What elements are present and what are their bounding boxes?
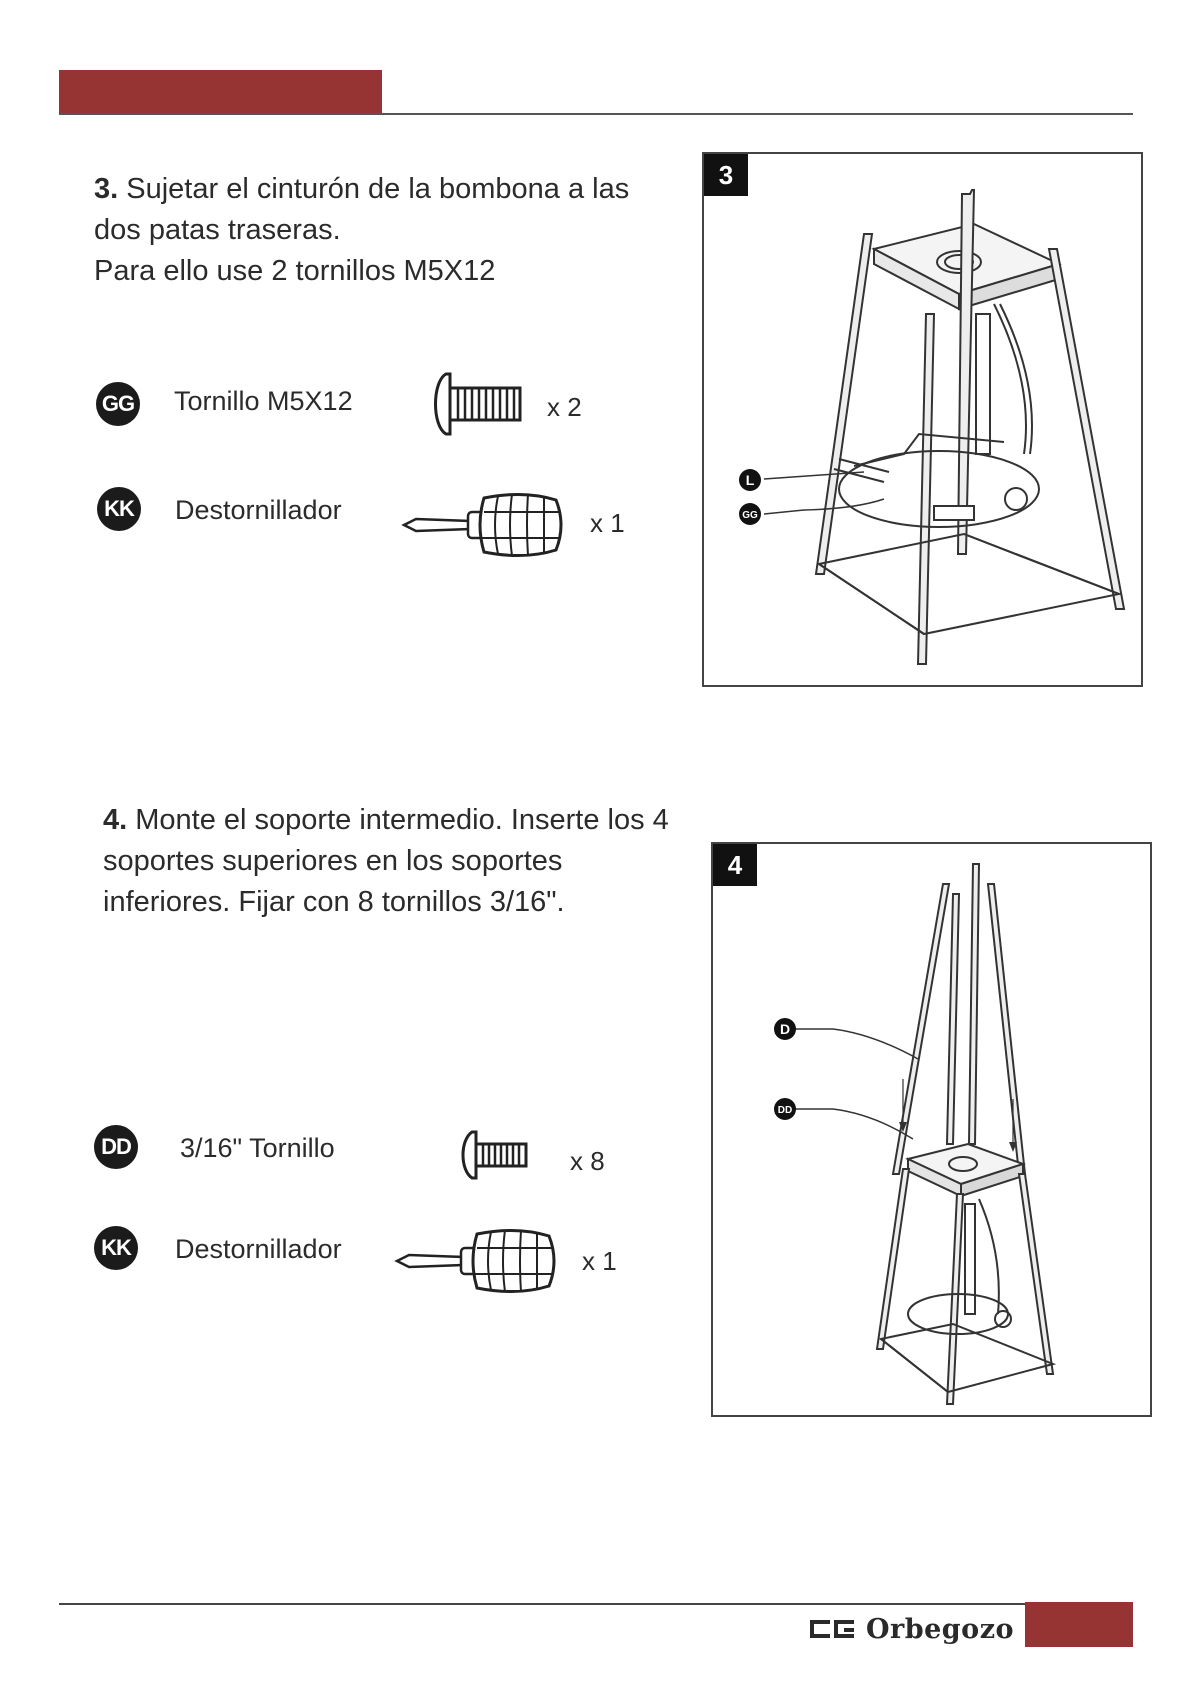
step-4-instructions bbox=[103, 800, 669, 923]
footer-accent-bar bbox=[1025, 1602, 1133, 1647]
part-badge-kk: KK bbox=[97, 487, 141, 531]
header-rule bbox=[59, 113, 1133, 115]
part-label-tornillo-m5x12: Tornillo M5X12 bbox=[174, 386, 353, 416]
callout-d: D bbox=[779, 1021, 791, 1037]
brand-name: Orbegozo bbox=[866, 1613, 1015, 1645]
step-3-instructions bbox=[94, 169, 629, 292]
step-4-line-3: inferiores. Fijar con 8 tornillos 3/16". bbox=[103, 886, 565, 918]
step-3-line-1: Sujetar el cinturón de la bombona a las bbox=[126, 173, 630, 205]
footer-rule bbox=[59, 1603, 1133, 1605]
step-3-line-2: dos patas traseras. bbox=[94, 214, 341, 246]
header-accent-bar bbox=[59, 70, 382, 114]
part-qty-kk-2: x 1 bbox=[582, 1246, 617, 1276]
step-4-line-2: soportes superiores en los soportes bbox=[103, 845, 563, 877]
part-qty-kk: x 1 bbox=[590, 508, 625, 538]
part-label-destornillador: Destornillador bbox=[175, 495, 342, 525]
brand-logo bbox=[808, 1614, 1014, 1644]
step-4-line-1: Monte el soporte intermedio. Inserte los 4 bbox=[135, 804, 669, 836]
step-3-line-3: Para ello use 2 tornillos M5X12 bbox=[94, 255, 496, 287]
heater-assembly-step-3-illustration bbox=[704, 154, 1141, 685]
screw-3-16-icon bbox=[458, 1128, 530, 1182]
step-3-number: 3. bbox=[94, 173, 119, 205]
part-qty-gg: x 2 bbox=[547, 392, 582, 422]
part-badge-kk-2: KK bbox=[94, 1226, 138, 1270]
figure-4 bbox=[711, 842, 1152, 1417]
part-badge-gg: GG bbox=[96, 382, 140, 426]
screwdriver-icon bbox=[393, 1226, 558, 1296]
figure-3 bbox=[702, 152, 1143, 687]
heater-assembly-step-4-illustration bbox=[713, 844, 1150, 1415]
callout-gg: GG bbox=[742, 510, 758, 521]
screwdriver-icon bbox=[400, 490, 565, 560]
callout-l: L bbox=[745, 472, 755, 488]
part-label-destornillador-2: Destornillador bbox=[175, 1234, 342, 1264]
screw-m5x12-icon bbox=[428, 368, 528, 440]
part-label-tornillo-3-16: 3/16" Tornillo bbox=[180, 1133, 335, 1163]
figure-3-number: 3 bbox=[704, 154, 748, 196]
part-qty-dd: x 8 bbox=[570, 1146, 605, 1176]
callout-dd: DD bbox=[777, 1105, 793, 1116]
orbegozo-logo-icon bbox=[808, 1616, 856, 1642]
step-4-number: 4. bbox=[103, 804, 128, 836]
part-badge-dd: DD bbox=[94, 1125, 138, 1169]
figure-4-number: 4 bbox=[713, 844, 757, 886]
